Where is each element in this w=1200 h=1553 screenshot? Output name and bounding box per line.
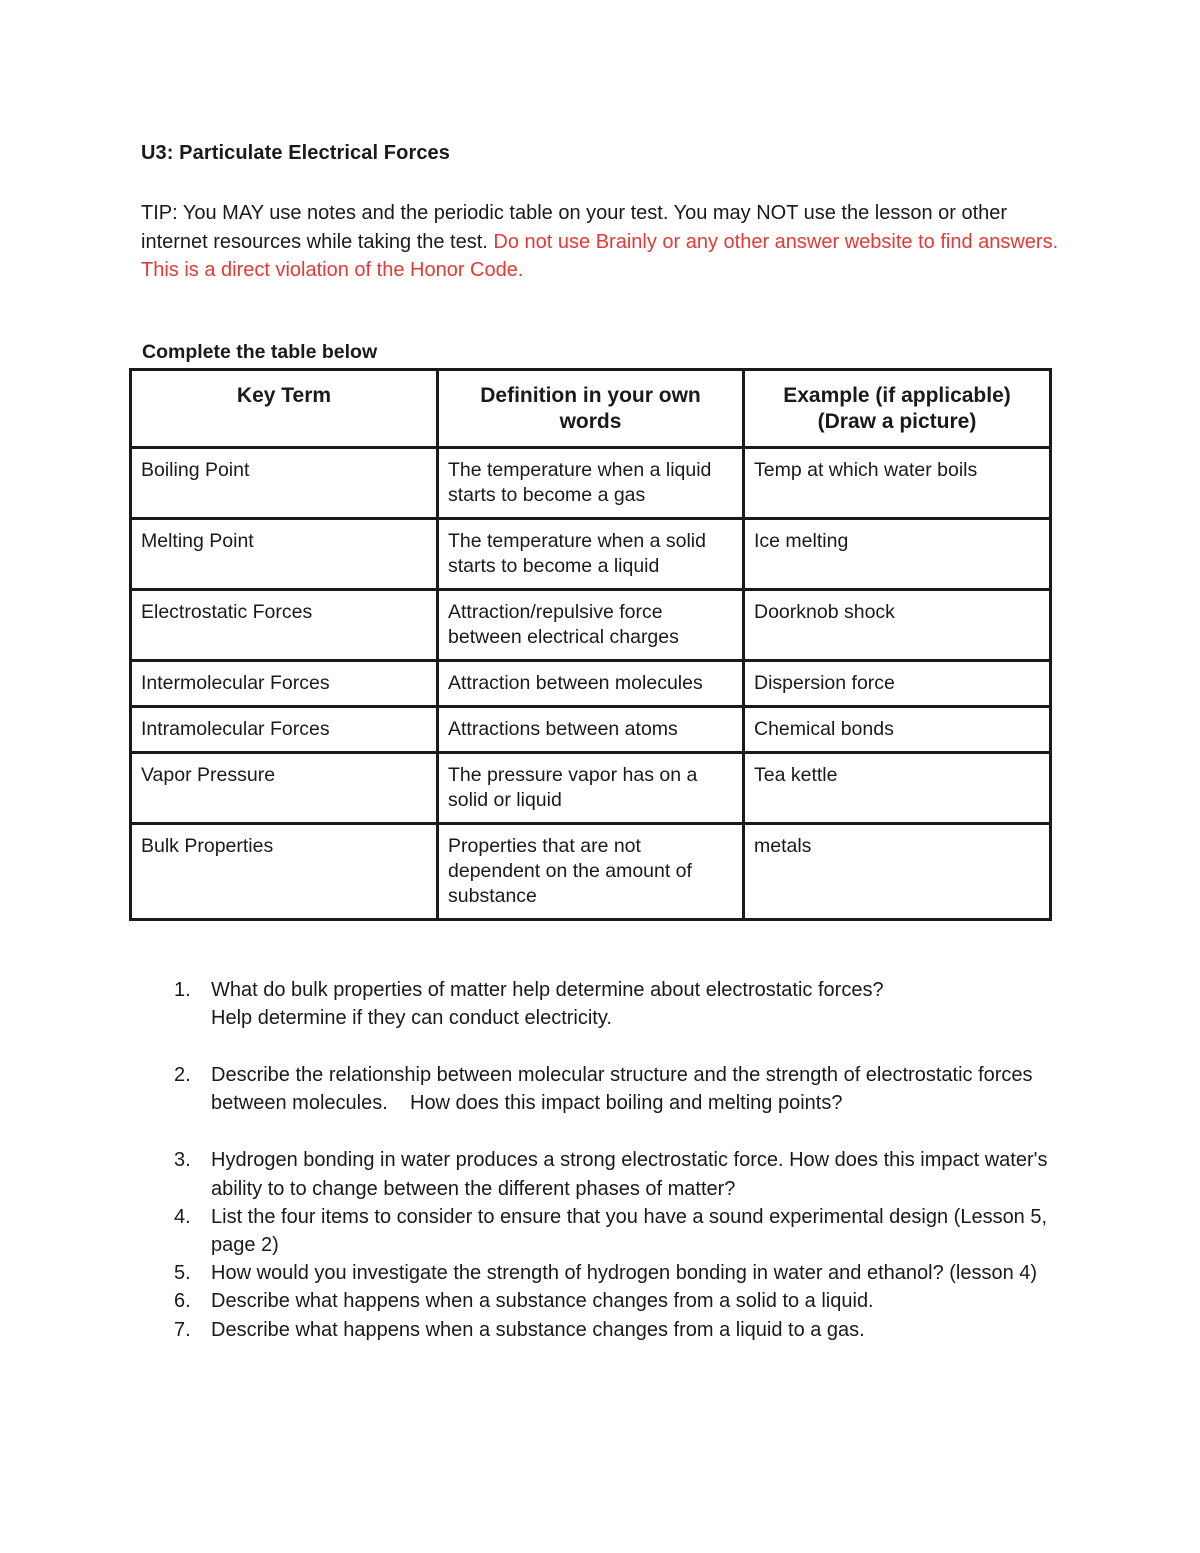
header-definition: Definition in your own words — [438, 370, 744, 448]
list-item — [0, 1287, 1200, 1315]
example-cell: Doorknob shock — [744, 590, 1051, 661]
question-text: What do bulk properties of matter help determine about electrostatic forces? — [211, 979, 884, 1001]
term-cell: Electrostatic Forces — [131, 590, 438, 661]
question-number: 7. — [174, 1318, 191, 1341]
table-heading: Complete the table below — [142, 341, 378, 363]
question-text: Hydrogen bonding in water produces a strong electrostatic force. How does this impact water's ability to to change between the different phases of matter? — [211, 1149, 1048, 1200]
definition-cell: The temperature when a solid starts to become a liquid — [438, 519, 744, 590]
term-cell: Intermolecular Forces — [131, 661, 438, 707]
definition-cell: The temperature when a liquid starts to become a gas — [438, 448, 744, 519]
question-text: Describe what happens when a substance changes from a solid to a liquid. — [211, 1290, 874, 1313]
tip-paragraph — [141, 199, 1071, 285]
table-row — [131, 661, 1051, 707]
example-cell: Ice melting — [744, 519, 1051, 590]
question-number: 5. — [174, 1262, 191, 1285]
question-number: 4. — [174, 1205, 191, 1228]
example-cell: Chemical bonds — [744, 707, 1051, 753]
example-cell: metals — [744, 824, 1051, 920]
definition-cell: The pressure vapor has on a solid or liquid — [438, 753, 744, 824]
question-text: How would you investigate the strength of hydrogen bonding in water and ethanol? (lesson 4) — [211, 1262, 1038, 1285]
table-row — [131, 824, 1051, 920]
question-answer: Help determine if they can conduct electricity. — [211, 1007, 612, 1030]
question-list — [0, 976, 1200, 1344]
honor-code-warning: Do not use Brainly or any other answer website to find answers. This is a direct violation of the Honor Code. — [141, 230, 1059, 281]
term-cell: Vapor Pressure — [131, 753, 438, 824]
question-text: List the four items to consider to ensure that you have a sound experimental design (Lesson 5, page 2) — [211, 1205, 1048, 1257]
term-cell: Bulk Properties — [131, 824, 438, 920]
table-row — [131, 707, 1051, 753]
header-example: Example (if applicable) (Draw a picture) — [744, 370, 1051, 448]
question-number: 3. — [174, 1149, 191, 1172]
question-number: 1. — [174, 979, 191, 1001]
definition-cell: Attraction between molecules — [438, 661, 744, 707]
key-terms-table — [129, 368, 1052, 921]
table-header-row — [131, 370, 1051, 448]
header-key-term: Key Term — [131, 370, 438, 448]
tip-text: TIP: You MAY use notes and the periodic table on your test. You may NOT use the lesson or other internet resources while taking the test. — [141, 202, 1008, 253]
definition-cell: Attractions between atoms — [438, 707, 744, 753]
list-item — [0, 1203, 1200, 1259]
list-item — [0, 1316, 1200, 1344]
table-row — [131, 753, 1051, 824]
term-cell: Intramolecular Forces — [131, 707, 438, 753]
example-cell: Dispersion force — [744, 661, 1051, 707]
table-row — [131, 448, 1051, 519]
question-number: 6. — [174, 1290, 191, 1313]
list-item — [0, 1259, 1200, 1287]
example-cell: Temp at which water boils — [744, 448, 1051, 519]
page-title: U3: Particulate Electrical Forces — [141, 142, 450, 164]
definition-cell: Attraction/repulsive force between electrical charges — [438, 590, 744, 661]
list-item — [0, 1061, 1200, 1117]
term-cell: Boiling Point — [131, 448, 438, 519]
table-row — [131, 590, 1051, 661]
table-row — [131, 519, 1051, 590]
list-item — [0, 976, 1200, 1032]
question-text: Describe the relationship between molecular structure and the strength of electrostatic forces between molecules. How does this impact boiling and melting points? — [211, 1064, 1039, 1115]
term-cell: Melting Point — [131, 519, 438, 590]
example-cell: Tea kettle — [744, 753, 1051, 824]
question-number: 2. — [174, 1064, 191, 1087]
list-item — [0, 1146, 1200, 1202]
definition-cell: Properties that are not dependent on the amount of substance — [438, 824, 744, 920]
question-text: Describe what happens when a substance changes from a liquid to a gas. — [211, 1318, 865, 1341]
